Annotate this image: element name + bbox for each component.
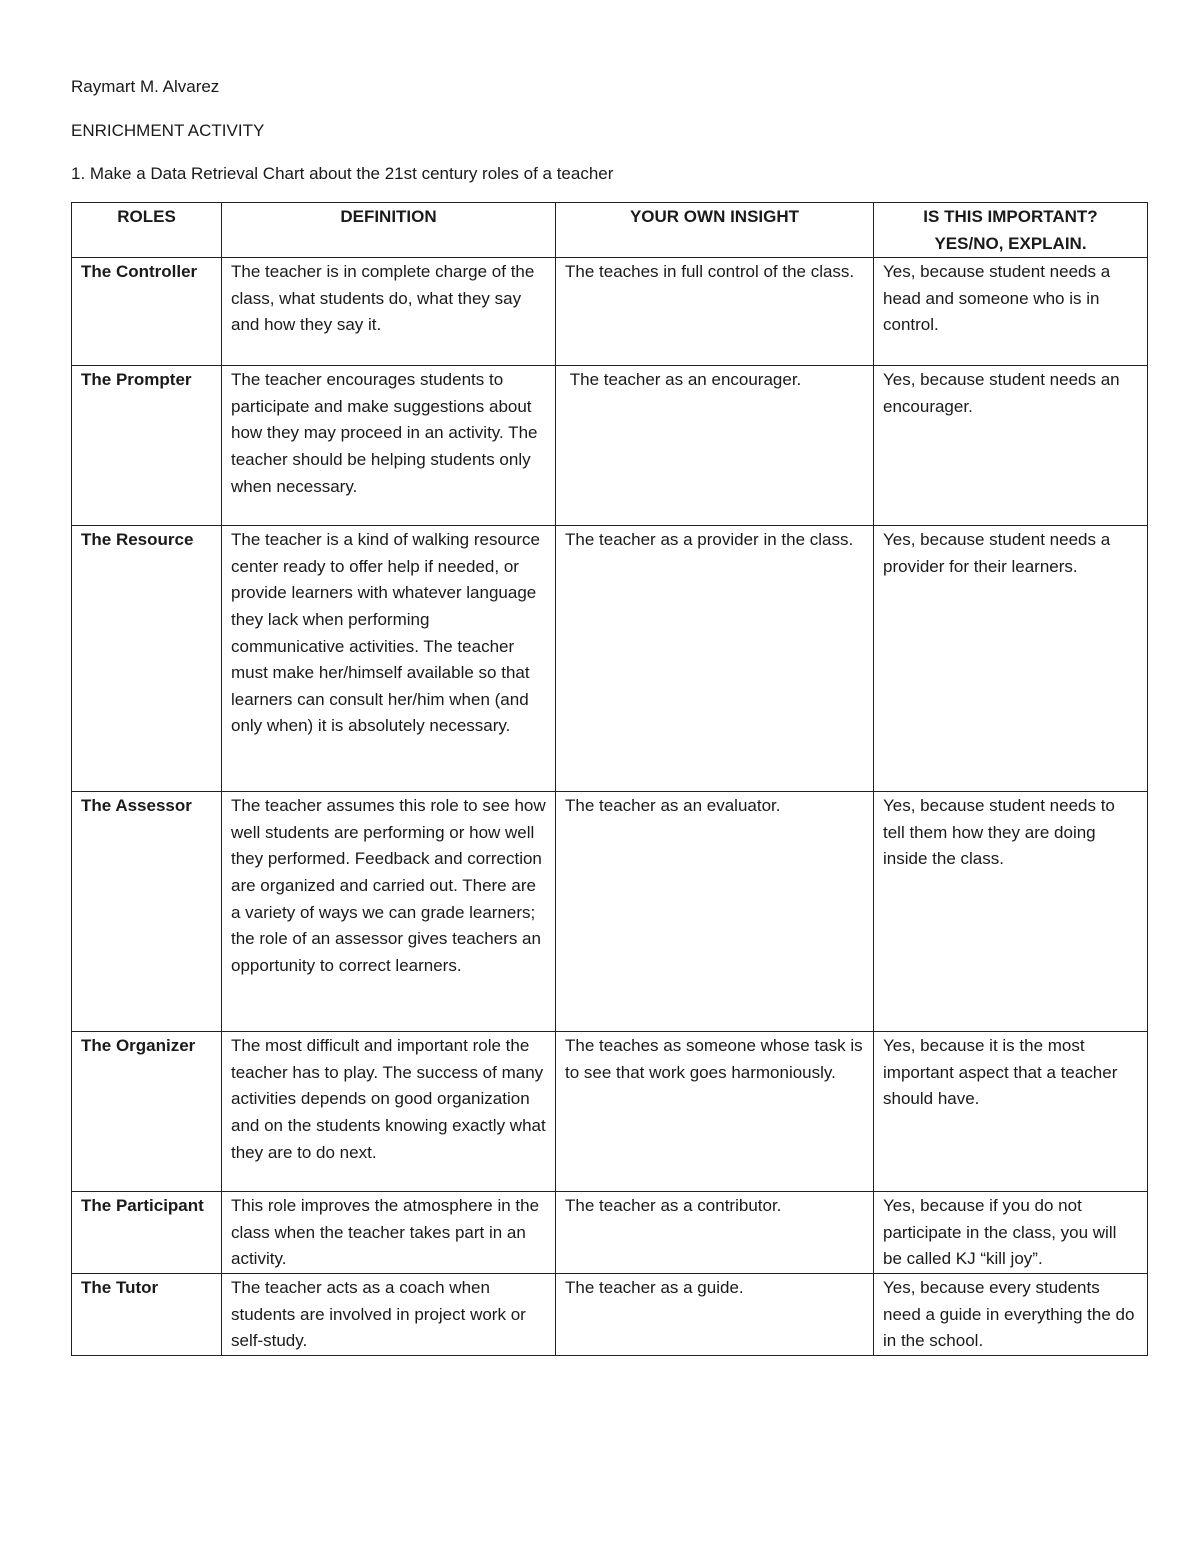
important-cell: Yes, because student needs an encourager. — [874, 366, 1148, 526]
important-cell: Yes, because every students need a guide in everything the do in the school. — [874, 1274, 1148, 1356]
header-insight: YOUR OWN INSIGHT — [556, 203, 874, 258]
insight-cell: The teacher as an evaluator. — [556, 792, 874, 1032]
insight-cell: The teacher as a provider in the class. — [556, 526, 874, 792]
role-cell: The Organizer — [72, 1032, 222, 1192]
header-important — [874, 203, 1148, 258]
table-row — [72, 526, 1148, 792]
table-row — [72, 258, 1148, 366]
definition-cell: The teacher is a kind of walking resource center ready to offer help if needed, or provide learners with whatever language they lack when performing communicative activities. The teacher must make her/himself available so that learners can consult her/him when (and only when) it is absolutely necessary. — [222, 526, 556, 792]
table-row — [72, 792, 1148, 1032]
insight-cell: The teacher as a guide. — [556, 1274, 874, 1356]
insight-cell: The teaches in full control of the class. — [556, 258, 874, 366]
role-cell: The Prompter — [72, 366, 222, 526]
definition-cell: The teacher encourages students to participate and make suggestions about how they may proceed in an activity. The teacher should be helping students only when necessary. — [222, 366, 556, 526]
important-cell: Yes, because if you do not participate in the class, you will be called KJ “kill joy”. — [874, 1192, 1148, 1274]
activity-title: ENRICHMENT ACTIVITY — [71, 121, 265, 140]
table-row — [72, 1032, 1148, 1192]
definition-cell: The most difficult and important role the teacher has to play. The success of many activities depends on good organization and on the students knowing exactly what they are to do next. — [222, 1032, 556, 1192]
header-definition: DEFINITION — [222, 203, 556, 258]
role-cell: The Tutor — [72, 1274, 222, 1356]
header-important-line1: IS THIS IMPORTANT? — [923, 207, 1098, 226]
important-cell: Yes, because it is the most important aspect that a teacher should have. — [874, 1032, 1148, 1192]
table-header-row — [72, 203, 1148, 258]
definition-cell: The teacher assumes this role to see how well students are performing or how well they performed. Feedback and correction are organized and carried out. There are a variety of ways we can grade learners; the role of an assessor gives teachers an opportunity to correct learners. — [222, 792, 556, 1032]
role-cell: The Controller — [72, 258, 222, 366]
header-important-line2: YES/NO, EXPLAIN. — [934, 233, 1087, 253]
insight-cell: The teacher as an encourager. — [556, 366, 874, 526]
definition-cell: The teacher acts as a coach when students are involved in project work or self-study. — [222, 1274, 556, 1356]
definition-cell: This role improves the atmosphere in the class when the teacher takes part in an activity. — [222, 1192, 556, 1274]
definition-cell: The teacher is in complete charge of the class, what students do, what they say and how they say it. — [222, 258, 556, 366]
role-cell: The Assessor — [72, 792, 222, 1032]
data-retrieval-chart — [71, 202, 1148, 1356]
role-cell: The Participant — [72, 1192, 222, 1274]
important-cell: Yes, because student needs a head and someone who is in control. — [874, 258, 1148, 366]
instruction-text: 1. Make a Data Retrieval Chart about the 21st century roles of a teacher — [71, 164, 614, 183]
table-row — [72, 1274, 1148, 1356]
role-cell: The Resource — [72, 526, 222, 792]
table-row — [72, 1192, 1148, 1274]
important-cell: Yes, because student needs a provider for their learners. — [874, 526, 1148, 792]
insight-cell: The teaches as someone whose task is to see that work goes harmoniously. — [556, 1032, 874, 1192]
table-row — [72, 366, 1148, 526]
insight-cell: The teacher as a contributor. — [556, 1192, 874, 1274]
author-name: Raymart M. Alvarez — [71, 77, 220, 96]
header-roles: ROLES — [72, 203, 222, 258]
important-cell: Yes, because student needs to tell them how they are doing inside the class. — [874, 792, 1148, 1032]
